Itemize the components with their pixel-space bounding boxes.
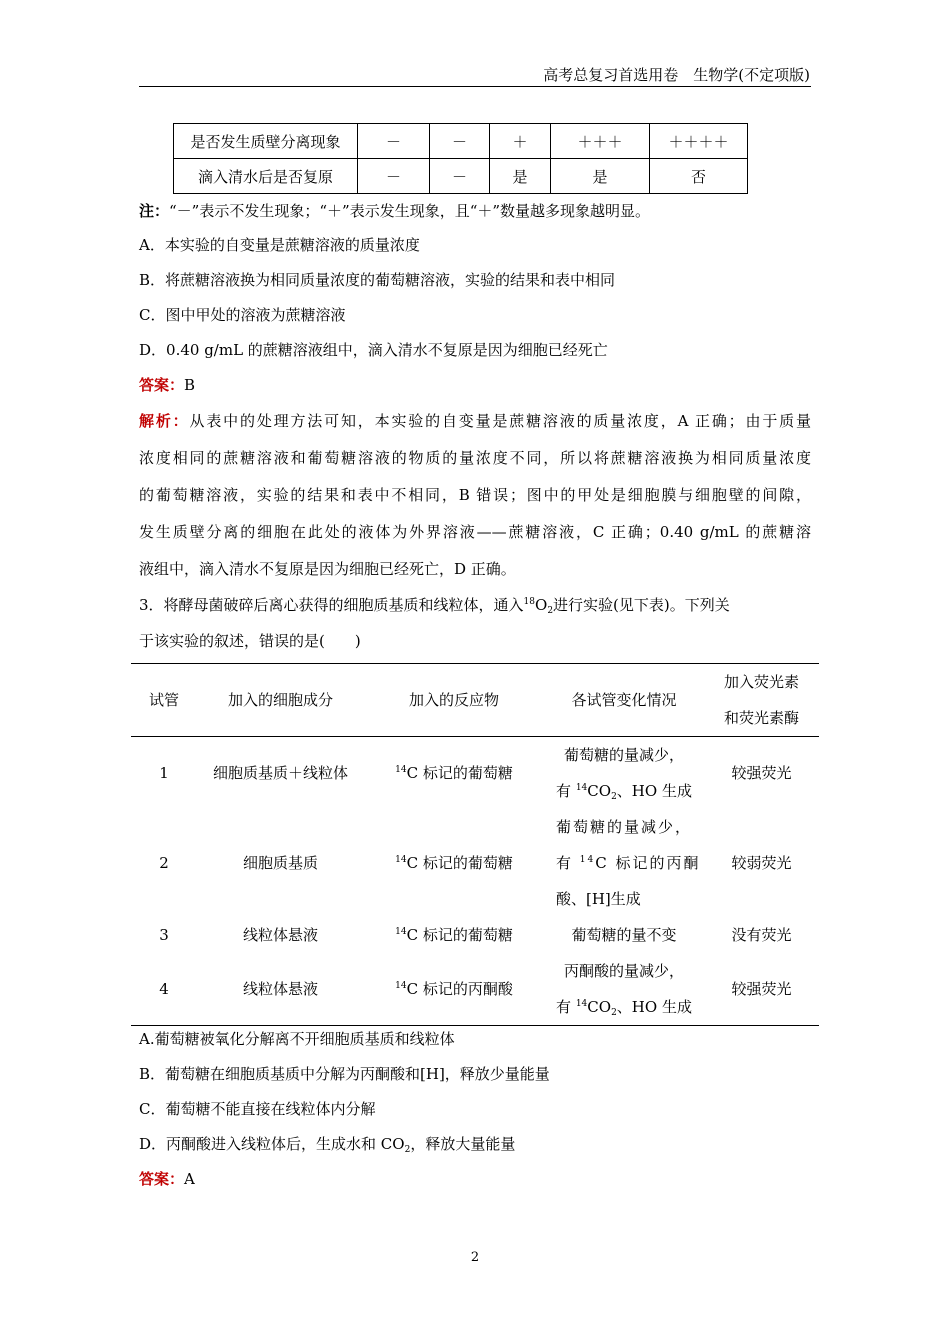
cell-reactant: $^{14}$C 标记的葡萄糖 [395,854,513,872]
note-label: 注： [139,202,170,220]
isotope-mark: 14 [395,765,407,775]
isotope-mark: 14 [395,927,407,937]
isotope-mark: 14 [395,981,407,991]
q2-option-a: A．本实验的自变量是蔗糖溶液的质量浓度 [139,236,420,254]
analysis-line: 的葡萄糖溶液，实验的结果和表中不相同，B 错误；图中的甲处是细胞膜与细胞壁的间隙， [139,486,811,504]
running-header: 高考总复习首选用卷 生物学(不定项版) [543,66,810,84]
q3-answer [139,1168,195,1189]
table-cell: 是 [551,159,650,194]
cell-reactant: $^{14}$C 标记的葡萄糖 [395,926,513,944]
analysis-line [139,410,811,431]
subscript: 2 [404,1145,411,1155]
table-cell: ＋＋＋ [551,124,650,159]
cell-change: 葡萄糖的量不变 [571,926,677,944]
q3-stem-text: 3．将酵母菌破碎后离心获得的细胞质基质和线粒体，通入 [139,596,524,614]
cell-fluorescence: 较强荧光 [731,764,792,782]
answer-label: 答案： [139,1170,185,1188]
cell-component: 细胞质基质 [242,854,318,872]
q2-option-b: B．将蔗糖溶液换为相同质量浓度的葡萄糖溶液，实验的结果和表中相同 [139,271,616,289]
table-cell: － [430,124,490,159]
table-row [131,953,819,1026]
answer-label: 答案： [139,376,185,394]
table-cell: ＋ [490,124,551,159]
table-row [131,737,819,810]
table-cell: － [358,159,430,194]
row-label: 滴入清水后是否复原 [174,159,358,194]
cell-fluorescence: 没有荧光 [731,926,792,944]
cell-component: 线粒体悬液 [197,953,364,1026]
tube-number: 2 [159,854,169,872]
col-header: 加入的反应物 [364,664,544,737]
subscript: 2 [611,792,617,802]
page-number: 2 [470,1250,480,1265]
tube-number: 3 [159,926,169,944]
col-header [704,664,819,737]
table-cell: ＋＋＋＋ [650,124,748,159]
analysis-line: 浓度相同的蔗糖溶液和葡萄糖溶液的物质的量浓度不同，所以将蔗糖溶液换为相同质量浓度 [139,449,811,467]
isotope-mark: 18 [523,597,535,607]
header-rule [139,86,811,87]
q2-option-c: C．图中甲处的溶液为蔗糖溶液 [139,306,346,324]
tube-number: 4 [131,953,197,1026]
subscript: 2 [547,606,554,616]
cell-reactant: $^{14}$C 标记的丙酮酸 [364,953,544,1026]
tube-number: 1 [159,764,169,782]
table-cell: － [358,124,430,159]
answer-value: A [184,1170,195,1188]
row-label: 是否发生质壁分离现象 [174,124,358,159]
table-note [139,200,650,221]
table-row [174,159,748,194]
isotope-mark: 14 [395,855,407,865]
col-header: 各试管变化情况 [544,664,704,737]
cell-fluorescence: 较强荧光 [704,953,819,1026]
q2-option-d: D．0.40 g/mL 的蔗糖溶液组中，滴入清水不复原是因为细胞已经死亡 [139,341,608,359]
q3-option-d: D．丙酮酸进入线粒体后，生成水和 $CO_2$，释放大量能量 [139,1135,516,1155]
q3-stem-line2: 于该实验的叙述，错误的是( ) [139,632,361,650]
plasmolysis-table [173,123,748,194]
table-header-row [131,664,819,737]
cell-change: 丙酮酸的量减少， 有 $^{14}CO_2$、HO 生成 [544,953,704,1026]
q3-stem-text: 进行实验(见下表)。下列关 [553,596,730,614]
analysis-line: 液组中，滴入清水不复原是因为细胞已经死亡，D 正确。 [139,560,516,578]
col-header: 加入的细胞成分 [197,664,364,737]
q3-option-c: C．葡萄糖不能直接在线粒体内分解 [139,1100,376,1118]
table-row [131,809,819,917]
experiment-table [131,663,819,1026]
cell-reactant: $^{14}$C 标记的葡萄糖 [395,764,513,782]
cell-fluorescence: 较弱荧光 [731,854,792,872]
q3-option-b: B．葡萄糖在细胞质基质中分解为丙酮酸和[H]，释放少量能量 [139,1065,550,1083]
isotope-mark: 14 [575,999,588,1009]
col-header: 试管 [131,664,197,737]
analysis-line: 发生质壁分离的细胞在此处的液体为外界溶液——蔗糖溶液，C 正确；0.40 g/mL 的蔗糖溶 [139,523,811,541]
cell-component: 细胞质基质＋线粒体 [212,764,348,782]
q3-stem [139,594,730,615]
analysis-text: 从表中的处理方法可知，本实验的自变量是蔗糖溶液的质量浓度，A 正确；由于质量 [189,412,811,430]
analysis-label: 解析： [139,412,190,430]
cell-component: 线粒体悬液 [242,926,318,944]
table-row [131,917,819,953]
col-header-line: 加入荧光素 [723,673,799,691]
cell-change: 葡萄糖的量减少， 有 $^{14}CO_2$、HO 生成 [556,746,692,802]
q3-option-a: A.葡萄糖被氧化分解离不开细胞质基质和线粒体 [139,1030,455,1048]
answer-value: B [184,376,196,394]
table-cell: 是 [490,159,551,194]
col-header-line: 和荧光素酶 [723,709,799,727]
isotope-mark: 14 [575,783,588,793]
table-cell: － [430,159,490,194]
q3-stem-text: O [535,596,548,614]
note-text: “－”表示不发生现象；“＋”表示发生现象，且“＋”数量越多现象越明显。 [169,202,651,220]
cell-change: 葡萄糖的量减少， 有 $^{14}$C 标记的丙酮 酸、[H]生成 [556,818,701,908]
subscript: 2 [611,1008,617,1018]
q2-answer [139,374,195,395]
isotope-mark: 14 [579,855,596,865]
table-row [174,124,748,159]
table-cell: 否 [650,159,748,194]
